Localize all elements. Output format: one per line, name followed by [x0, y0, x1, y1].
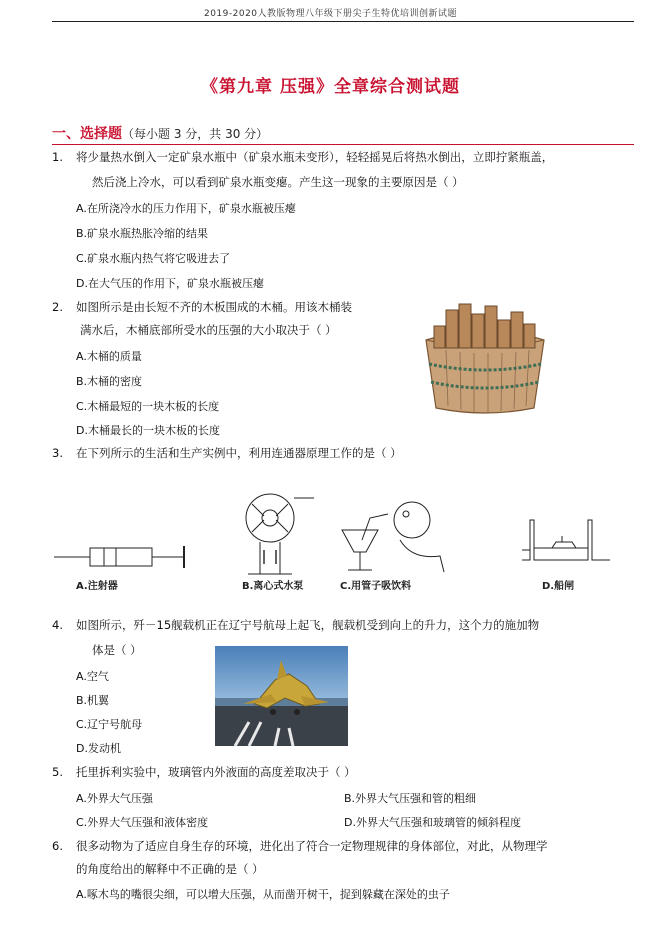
- question-5-line-1: 托里拆利实验中，玻璃管内外液面的高度差取决于（ ）: [76, 765, 356, 779]
- syringe-figure: [54, 546, 184, 568]
- question-4-number: 4.: [52, 618, 63, 632]
- question-5-option-d: D.外界大气压强和玻璃管的倾斜程度: [344, 816, 521, 829]
- question-2-number: 2.: [52, 300, 63, 314]
- question-1-option-a: A.在所浇冷水的压力作用下，矿泉水瓶被压瘪: [76, 202, 296, 215]
- wooden-bucket-image: [416, 302, 554, 416]
- question-2-line-2: 满水后，木桶底部所受水的压强的大小取决于（ ）: [80, 323, 337, 337]
- figure-b-label: B.离心式水泵: [242, 581, 304, 592]
- section-heading: [52, 123, 268, 143]
- question-1-option-c: C.矿泉水瓶内热气将它吸进去了: [76, 252, 231, 265]
- question-5-number: 5.: [52, 765, 63, 779]
- carrier-jet-image: [215, 646, 348, 746]
- page-title: 《第九章 压强》全章综合测试题: [201, 77, 460, 97]
- question-4-option-c: C.辽宁号航母: [76, 718, 143, 731]
- question-4-option-a: A.空气: [76, 670, 109, 683]
- question-4-line-1: 如图所示，歼－15舰载机正在辽宁号航母上起飞，舰载机受到向上的升力，这个力的施加物: [76, 618, 540, 632]
- question-5-option-b: B.外界大气压强和管的粗细: [344, 792, 477, 805]
- question-6-number: 6.: [52, 839, 63, 853]
- question-1-option-b: B.矿泉水瓶热胀冷缩的结果: [76, 227, 209, 240]
- question-2-option-c: C.木桶最短的一块木板的长度: [76, 400, 220, 413]
- question-2-option-b: B.木桶的密度: [76, 375, 143, 388]
- question-6-line-1: 很多动物为了适应自身生存的环境，进化出了符合一定物理规律的身体部位，对此，从物理学: [76, 839, 548, 853]
- question-1-number: 1.: [52, 150, 63, 164]
- question-4-option-b: B.机翼: [76, 694, 110, 707]
- question-1-line-2: 然后浇上冷水，可以看到矿泉水瓶变瘪。产生这一现象的主要原因是（ ）: [92, 175, 464, 189]
- question-2-option-a: A.木桶的质量: [76, 350, 142, 363]
- question-6-line-2: 的角度给出的解释中不正确的是（ ）: [76, 862, 264, 876]
- pump-figure: [246, 494, 314, 574]
- header-divider: [52, 21, 634, 22]
- figure-a-label: A.注射器: [76, 581, 118, 592]
- question-3-number: 3.: [52, 446, 63, 460]
- section-label: 一、选择题: [52, 126, 122, 142]
- straw-figure: [342, 502, 444, 572]
- question-3-figures: [52, 490, 612, 600]
- question-1-line-1: 将少量热水倒入一定矿泉水瓶中（矿泉水瓶未变形），轻轻摇晃后将热水倒出，立即拧紧瓶盖，: [76, 150, 554, 164]
- question-3-line-1: 在下列所示的生活和生产实例中，利用连通器原理工作的是（ ）: [76, 446, 402, 460]
- question-4-line-2: 体是（ ）: [92, 643, 142, 657]
- figure-d-label: D.船闸: [542, 581, 575, 592]
- figure-c-label: C.用管子吸饮料: [340, 581, 412, 592]
- question-5-option-a: A.外界大气压强: [76, 792, 153, 805]
- section-note: （每小题 3 分，共 30 分）: [122, 127, 269, 141]
- page-header: 2019-2020人教版物理八年级下册尖子生特优培训创新试题: [203, 9, 458, 19]
- question-2-line-1: 如图所示是由长短不齐的木板围成的木桶。用该木桶装: [76, 300, 352, 314]
- section-divider: [52, 144, 634, 145]
- question-4-option-d: D.发动机: [76, 742, 121, 755]
- ship-lock-figure: [522, 520, 610, 560]
- question-2-option-d: D.木桶最长的一块木板的长度: [76, 424, 220, 437]
- question-1-option-d: D.在大气压的作用下，矿泉水瓶被压瘪: [76, 277, 264, 290]
- question-6-option-a: A.啄木鸟的嘴很尖细，可以增大压强，从而凿开树干，捉到躲藏在深处的虫子: [76, 888, 450, 901]
- question-5-option-c: C.外界大气压强和液体密度: [76, 816, 209, 829]
